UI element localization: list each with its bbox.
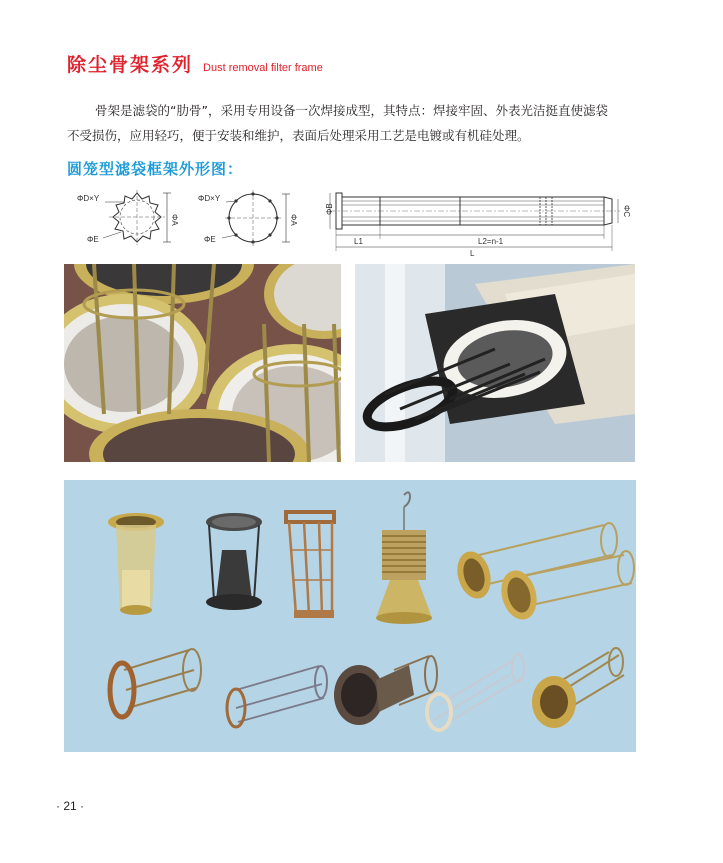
star-label-dy: ΦD×Y (77, 194, 100, 203)
star-label-a: ΦA (170, 214, 179, 226)
product-spring-cage (376, 492, 432, 624)
side-label-b: ΦB (325, 203, 334, 215)
page-number: · 21 · (56, 799, 85, 813)
cage-side-view-diagram (320, 185, 632, 257)
product-venturi-cage (108, 513, 164, 615)
product-double-round-cages (452, 523, 634, 624)
side-label-c: ΦC (622, 205, 631, 218)
product-silver-cage (427, 654, 524, 730)
side-label-l1: L1 (354, 237, 363, 246)
star-label-e: ΦE (87, 235, 99, 244)
side-label-l2: L2=n-1 (478, 237, 504, 246)
product-black-venturi-cage (206, 513, 262, 610)
product-gallery (64, 480, 636, 752)
round-label-dy: ΦD×Y (198, 194, 221, 203)
title-cn: 除尘骨架系列 (67, 54, 194, 76)
installed-cages-photo (64, 264, 341, 462)
product-long-cage (227, 666, 327, 727)
product-flat-cage (286, 512, 334, 618)
section-title: 圆笼型滤袋框架外形图： (67, 160, 244, 178)
product-venturi-round-cage (532, 648, 624, 728)
side-label-l: L (470, 249, 475, 257)
title-en: Dust removal filter frame (203, 62, 323, 74)
page-header (67, 50, 323, 77)
intro-line-2: 不受损伤，应用轻巧，便于安装和维护，表面后处理采用工艺是电镀或有机硅处理。 (67, 128, 530, 143)
round-label-a: ΦA (289, 214, 298, 226)
intro-line-1: 骨架是滤袋的“肋骨”，采用专用设备一次焊接成型，其特点：焊接牢固、外表光洁挺直使滤袋 (95, 103, 608, 118)
product-dark-venturi-cage (334, 656, 437, 725)
flat-cage-with-bag-photo (355, 264, 635, 462)
round-cage-cross-section-diagram (198, 188, 308, 253)
product-short-cage (110, 649, 201, 717)
intro-paragraph (67, 98, 667, 148)
star-cage-cross-section-diagram (75, 188, 195, 253)
round-label-e: ΦE (204, 235, 216, 244)
